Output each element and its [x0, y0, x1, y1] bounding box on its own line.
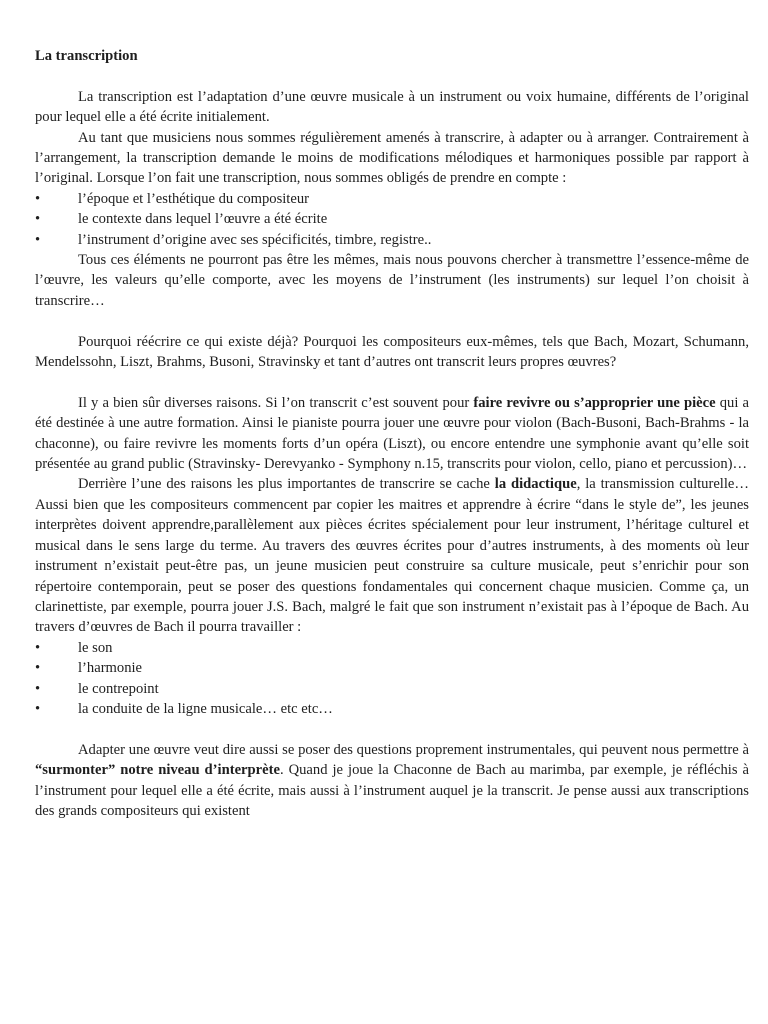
list-item-text: la conduite de la ligne musicale… etc etc… [78, 700, 333, 717]
bullet-icon: • [35, 639, 41, 656]
list-considerations [35, 189, 749, 250]
list-item [35, 230, 749, 250]
list-item-text: le contrepoint [78, 680, 159, 697]
paragraph-spacer [35, 719, 749, 739]
bullet-icon: • [35, 700, 41, 717]
emphasis-text: faire revivre ou s’approprier une pièce [473, 394, 716, 411]
paragraph-instrumental: Adapter une œuvre veut dire aussi se poser des questions proprement instrumentales, qui peuvent nous permettre à “surmonter” notre niveau d’interprète. Quand je joue la Chaconne de Bach au marimba, par exemple, je réfléchis à l’instrument pour lequel elle a été écrite, mais aussi à l’instrument auquel je la transcrit. Je pense aussi aux transcriptions des grands compositeurs qui existent [35, 741, 749, 819]
bullet-icon: • [35, 190, 41, 207]
bullet-icon: • [35, 680, 41, 697]
emphasis-text: “surmonter” notre niveau d’interprète [35, 762, 280, 779]
list-item [35, 189, 749, 209]
list-item-text: le son [78, 639, 113, 656]
list-item-text: l’instrument d’origine avec ses spécificités, timbre, registre.. [78, 231, 432, 248]
paragraph-reasons: Il y a bien sûr diverses raisons. Si l’on transcrit c’est souvent pour faire revivre ou s’approprier une pièce qui a été destinée à une autre formation. Ainsi le pianiste pourra jouer une œuvre pour violon (Bach-Busoni, Bach-Brahms - la chaconne), ou faire revivre les moments forts d’un opéra (Liszt), ou encore entendre une symphonie avant qu’elle soit présentée au grand public (Stravinsky- Derevyanko - Symphony n.15, transcrits pour violon, cello, piano et percussion)… [35, 394, 749, 473]
paragraph-didactics: Derrière l’une des raisons les plus importantes de transcrire se cache la didactique, la transmission culturelle… Aussi bien que les compositeurs commencent par copier les maitres et apprendre à écrire “dans le style de”, les jeunes interprètes doivent apprendre,parallèlement aux pièces écrites spécialement pour leur instrument, l’héritage culturel et musical dans le sens large du terme. Au travers des œuvres écrites pour d’autres instruments, à des moments où leur instrument n’existait peut-être pas, un jeune musicien peut construire sa culture musicale, peut s’enrichir pour son répertoire contemporain, peut se poser des questions fondamentales qui concernent chaque musicien. Comme ça, un clarinettiste, par exemple, pourra jouer J.S. Bach, malgré le fait que son instrument n’existait pas à l’époque de Bach. Au travers d’œuvres de Bach il pourra travailler : [35, 476, 749, 636]
paragraph-definition: La transcription est l’adaptation d’une œuvre musicale à un instrument ou voix humaine, différents de l’original pour lequel elle a été écrite initialement. [35, 88, 749, 126]
paragraph-essence: Tous ces éléments ne pourront pas être les mêmes, mais nous pouvons chercher à transmettre l’essence-même de l’œuvre, les valeurs qu’elle comporte, avec les moyens de l’instrument (les instruments) sur lequel l’on choisit à transcrire… [35, 252, 749, 309]
bullet-icon: • [35, 660, 41, 677]
list-item-text: le contexte dans lequel l’œuvre a été écrite [78, 211, 328, 228]
paragraph-spacer [35, 311, 749, 331]
list-item [35, 679, 749, 699]
paragraph-spacer [35, 372, 749, 392]
list-skills [35, 638, 749, 720]
list-item [35, 658, 749, 678]
bullet-icon: • [35, 231, 41, 248]
bullet-icon: • [35, 211, 41, 228]
document-body [35, 46, 749, 821]
list-item-text: l’harmonie [78, 660, 143, 677]
list-item-text: l’époque et l’esthétique du compositeur [78, 190, 309, 207]
document-title: La transcription [35, 48, 138, 64]
emphasis-text: la didactique [494, 476, 577, 493]
paragraph-why-rewrite: Pourquoi réécrire ce qui existe déjà? Pourquoi les compositeurs eux-mêmes, tels que Bach, Mozart, Schumann, Mendelssohn, Liszt, Brahms, Busoni, Stravinsky et tant d’autres ont transcrit leurs propres œuvres? [35, 333, 749, 371]
list-item [35, 209, 749, 229]
list-item [35, 699, 749, 719]
list-item [35, 638, 749, 658]
paragraph-constraints: Au tant que musiciens nous sommes régulièrement amenés à transcrire, à adapter ou à arranger. Contrairement à l’arrangement, la transcription demande le moins de modifications mélodiques et harmoniques possible par rapport à l’original. Lorsque l’on fait une transcription, nous sommes obligés de prendre en compte : [35, 129, 749, 187]
